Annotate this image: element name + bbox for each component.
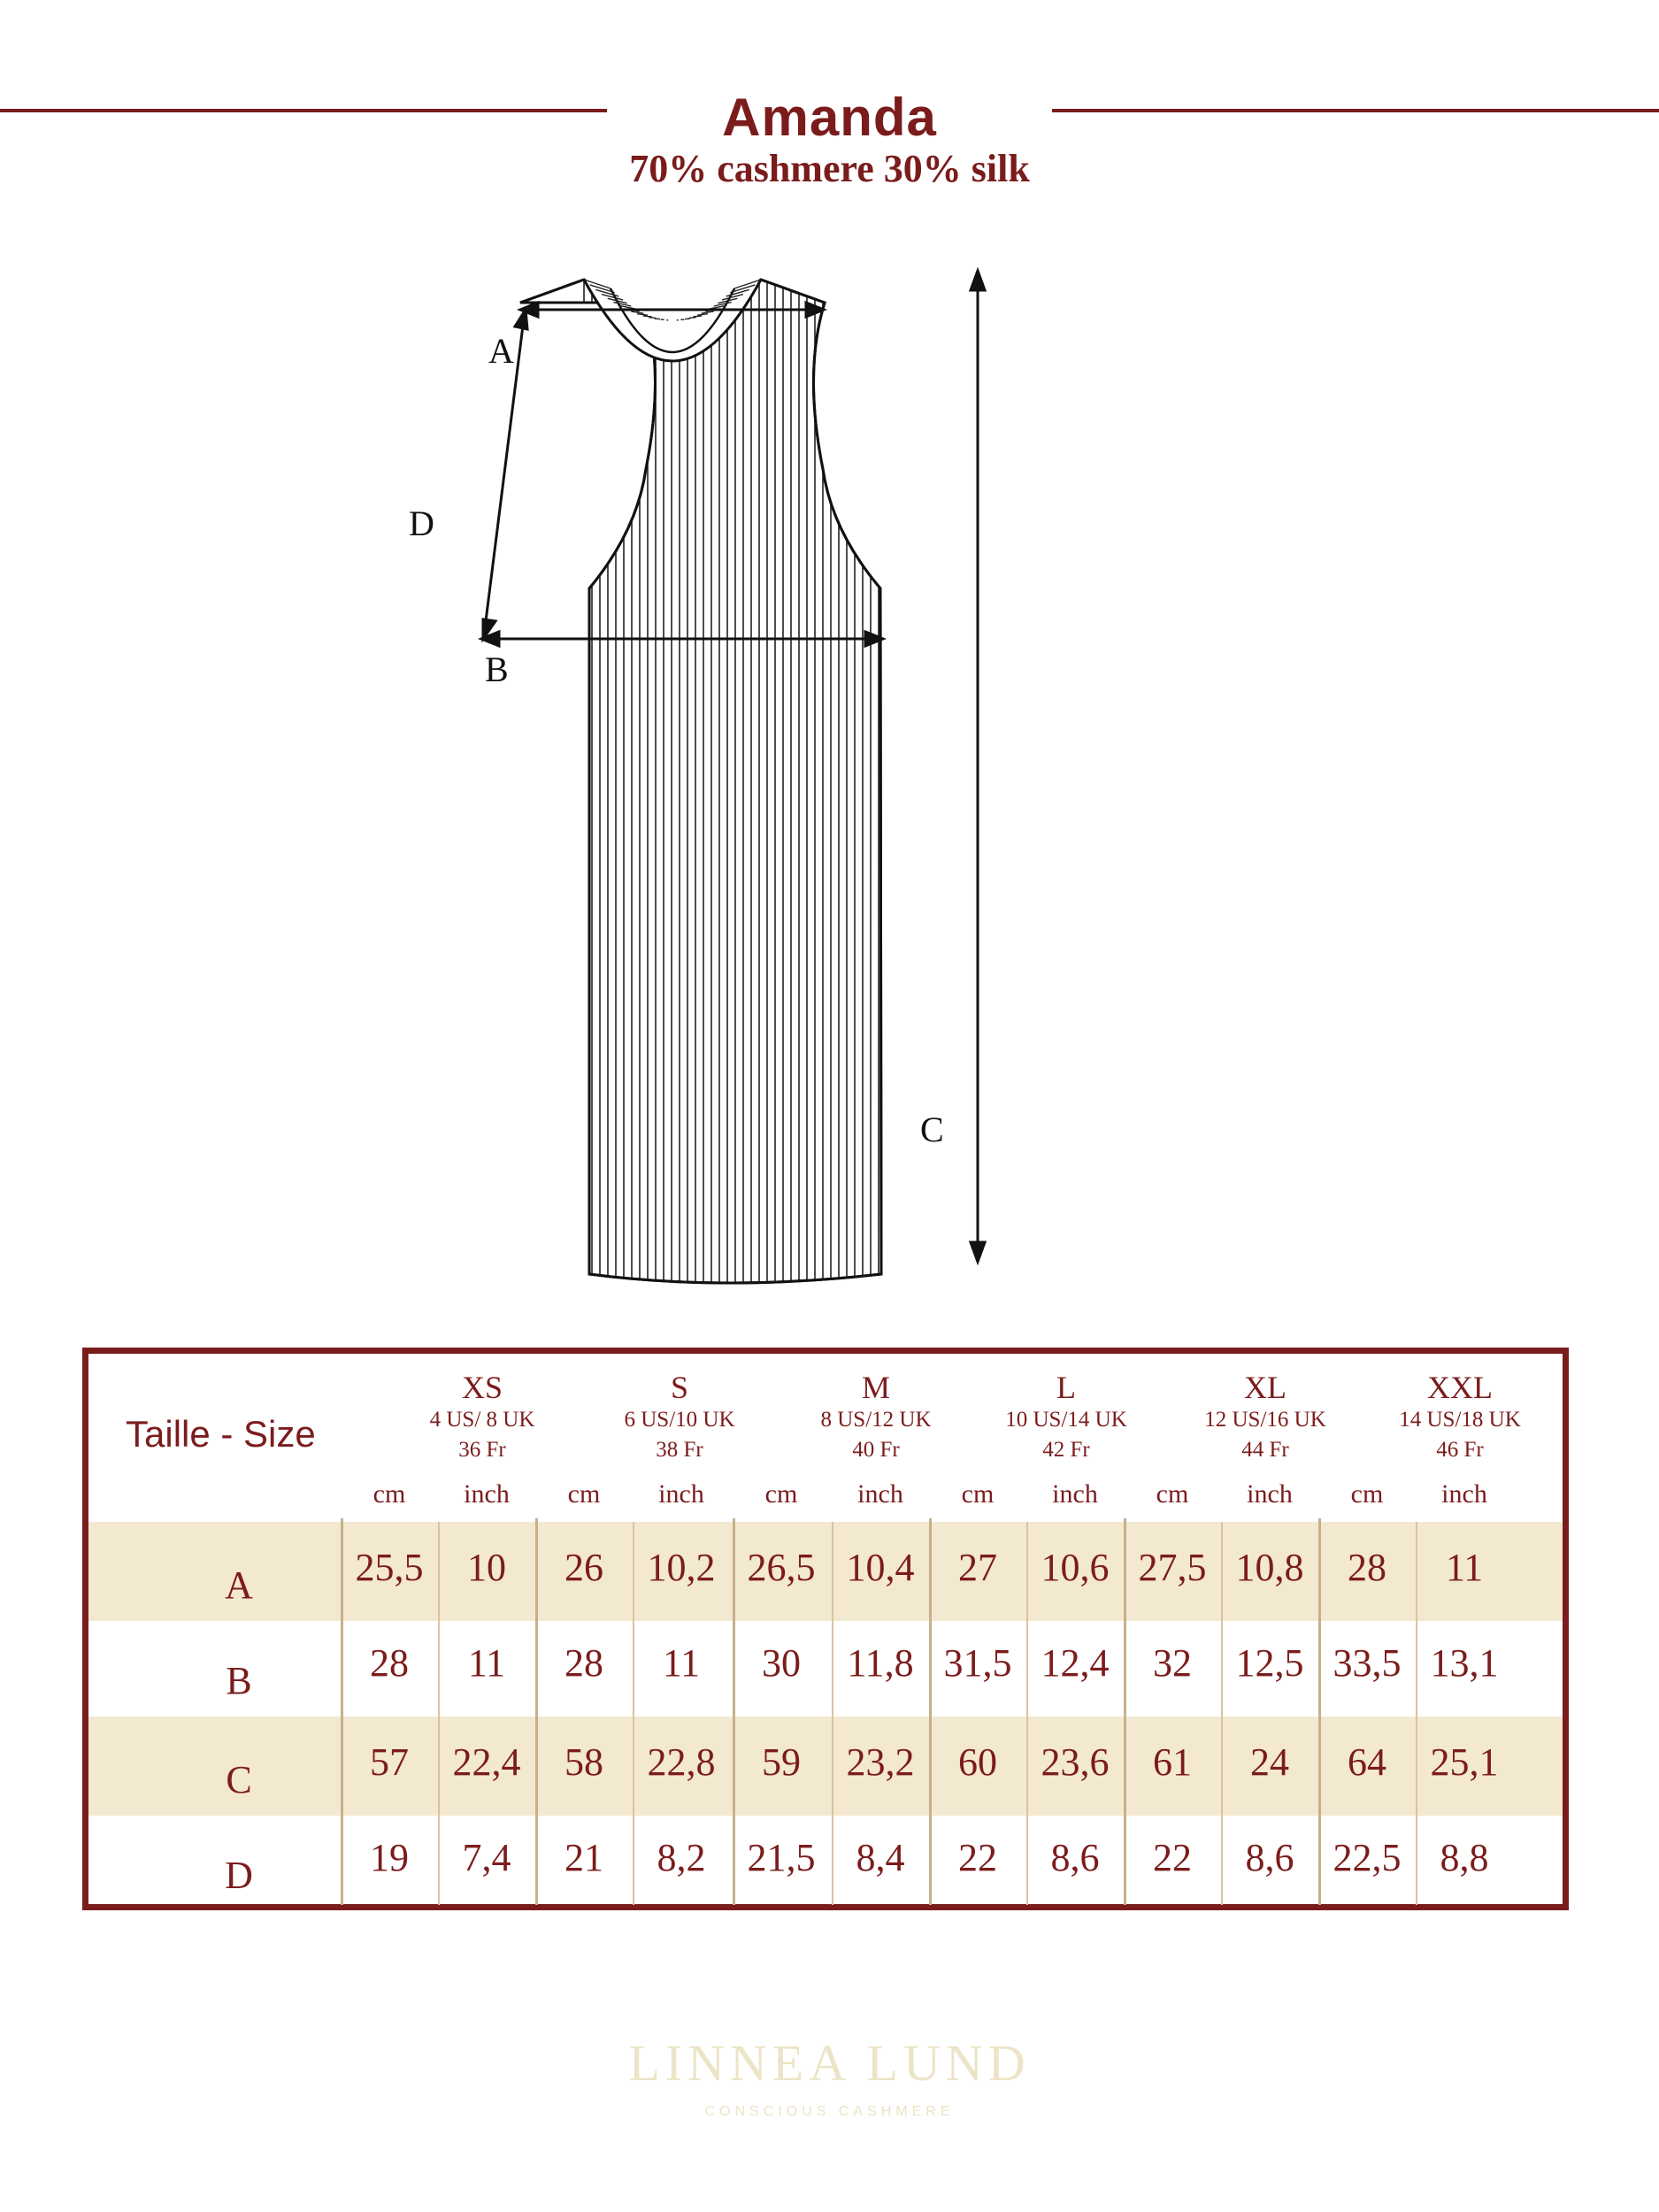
size-us-uk: 4 US/ 8 UK: [429, 1408, 535, 1432]
size-header-3: [969, 1370, 1164, 1465]
unit-cm: cm: [1350, 1479, 1384, 1509]
brand-logo: LINNEA LUND: [628, 2034, 1031, 2092]
table-cell: 33,5: [1333, 1641, 1402, 1685]
table-cell: 13,1: [1430, 1641, 1499, 1685]
table-cell: 22,4: [452, 1740, 521, 1784]
unit-inch: inch: [1052, 1479, 1098, 1509]
table-cell: 7,4: [462, 1836, 511, 1879]
table-cell: 8,2: [657, 1836, 706, 1879]
unit-inch: inch: [1441, 1479, 1487, 1509]
table-cell: 27: [958, 1546, 997, 1589]
garment-diagram: [409, 239, 1097, 1301]
table-cell: 22: [1153, 1836, 1192, 1879]
table-cell: 26: [565, 1546, 603, 1589]
size-fr: 46 Fr: [1436, 1438, 1484, 1462]
column-divider: [341, 1518, 343, 1905]
table-cell: 64: [1348, 1740, 1386, 1784]
unit-cm: cm: [567, 1479, 601, 1509]
unit-cm: cm: [961, 1479, 995, 1509]
table-cell: 26,5: [747, 1546, 816, 1589]
size-header-1: [582, 1370, 777, 1465]
label-a: A: [488, 331, 514, 371]
table-cell: 8,6: [1050, 1836, 1100, 1879]
size-us-uk: 8 US/12 UK: [820, 1408, 932, 1432]
size-name: L: [1056, 1370, 1076, 1405]
table-cell: 59: [762, 1740, 801, 1784]
column-divider: [438, 1522, 440, 1905]
unit-inch: inch: [857, 1479, 903, 1509]
table-cell: 61: [1153, 1740, 1192, 1784]
garment-body: [520, 265, 887, 1292]
table-cell: 8,4: [856, 1836, 905, 1879]
label-d: D: [409, 503, 434, 543]
size-header-5: [1363, 1370, 1557, 1465]
label-b: B: [485, 649, 509, 689]
row-label: B: [226, 1659, 252, 1702]
unit-cm: cm: [373, 1479, 406, 1509]
table-cell: 19: [370, 1836, 409, 1879]
column-divider: [929, 1518, 932, 1905]
table-cell: 23,6: [1041, 1740, 1110, 1784]
size-us-uk: 14 US/18 UK: [1399, 1408, 1521, 1432]
table-cell: 11: [662, 1641, 701, 1685]
size-fr: 36 Fr: [458, 1438, 506, 1462]
size-us-uk: 6 US/10 UK: [624, 1408, 735, 1432]
size-fr: 40 Fr: [852, 1438, 900, 1462]
table-cell: 12,5: [1235, 1641, 1304, 1685]
column-divider: [1124, 1518, 1126, 1905]
size-header-4: [1168, 1370, 1363, 1465]
table-cell: 10,8: [1235, 1546, 1304, 1589]
row-label: D: [225, 1854, 253, 1897]
size-fr: 44 Fr: [1241, 1438, 1289, 1462]
table-cell: 25,1: [1430, 1740, 1499, 1784]
table-cell: 21: [565, 1836, 603, 1879]
size-name: S: [670, 1370, 689, 1405]
row-label: A: [225, 1563, 253, 1607]
table-cell: 22,8: [647, 1740, 716, 1784]
table-cell: 10,4: [846, 1546, 915, 1589]
unit-cm: cm: [1156, 1479, 1189, 1509]
table-cell: 28: [565, 1641, 603, 1685]
size-us-uk: 10 US/14 UK: [1005, 1408, 1127, 1432]
size-fr: 42 Fr: [1042, 1438, 1090, 1462]
size-name: XXL: [1427, 1370, 1493, 1405]
table-cell: 8,6: [1245, 1836, 1294, 1879]
column-divider: [1318, 1518, 1321, 1905]
label-c: C: [920, 1110, 944, 1149]
table-cell: 57: [370, 1740, 409, 1784]
table-cell: 58: [565, 1740, 603, 1784]
table-row: [88, 1624, 1563, 1710]
column-divider: [832, 1522, 833, 1905]
column-divider: [1221, 1522, 1223, 1905]
table-cell: 11: [1445, 1546, 1484, 1589]
table-cell: 10: [467, 1546, 506, 1589]
unit-inch: inch: [464, 1479, 510, 1509]
table-row: [88, 1717, 1563, 1816]
table-cell: 8,8: [1440, 1836, 1489, 1879]
measure-c-arrow: [971, 271, 985, 1262]
table-cell: 22,5: [1333, 1836, 1402, 1879]
product-composition: 70% cashmere 30% silk: [629, 147, 1030, 190]
size-name: XS: [461, 1370, 503, 1405]
product-title: Amanda: [722, 88, 937, 147]
table-cell: 24: [1250, 1740, 1289, 1784]
table-row: [88, 1522, 1563, 1621]
column-divider: [733, 1518, 735, 1905]
table-cell: 27,5: [1138, 1546, 1207, 1589]
column-divider: [1416, 1522, 1417, 1905]
size-header-2: [779, 1370, 973, 1465]
table-cell: 32: [1153, 1641, 1192, 1685]
brand-tagline: CONSCIOUS CASHMERE: [704, 2104, 955, 2119]
table-cell: 31,5: [943, 1641, 1012, 1685]
table-cell: 22: [958, 1836, 997, 1879]
size-us-uk: 12 US/16 UK: [1204, 1408, 1326, 1432]
table-cell: 60: [958, 1740, 997, 1784]
unit-cm: cm: [764, 1479, 798, 1509]
table-cell: 23,2: [846, 1740, 915, 1784]
size-header-0: [385, 1370, 580, 1465]
table-cell: 28: [370, 1641, 409, 1685]
table-cell: 11,8: [847, 1641, 914, 1685]
table-cell: 30: [762, 1641, 801, 1685]
table-cell: 10,2: [647, 1546, 716, 1589]
unit-inch: inch: [1247, 1479, 1293, 1509]
table-cell: 11: [467, 1641, 506, 1685]
table-row: [88, 1818, 1563, 1905]
size-name: XL: [1244, 1370, 1286, 1405]
row-label: C: [226, 1758, 252, 1801]
table-title: Taille - Size: [126, 1413, 316, 1455]
table-cell: 10,6: [1041, 1546, 1110, 1589]
table-cell: 12,4: [1041, 1641, 1110, 1685]
table-cell: 21,5: [747, 1836, 816, 1879]
column-divider: [633, 1522, 634, 1905]
size-fr: 38 Fr: [656, 1438, 703, 1462]
column-divider: [535, 1518, 538, 1905]
size-name: M: [861, 1370, 890, 1405]
table-cell: 25,5: [355, 1546, 424, 1589]
table-cell: 28: [1348, 1546, 1386, 1589]
unit-inch: inch: [658, 1479, 704, 1509]
column-divider: [1026, 1522, 1028, 1905]
